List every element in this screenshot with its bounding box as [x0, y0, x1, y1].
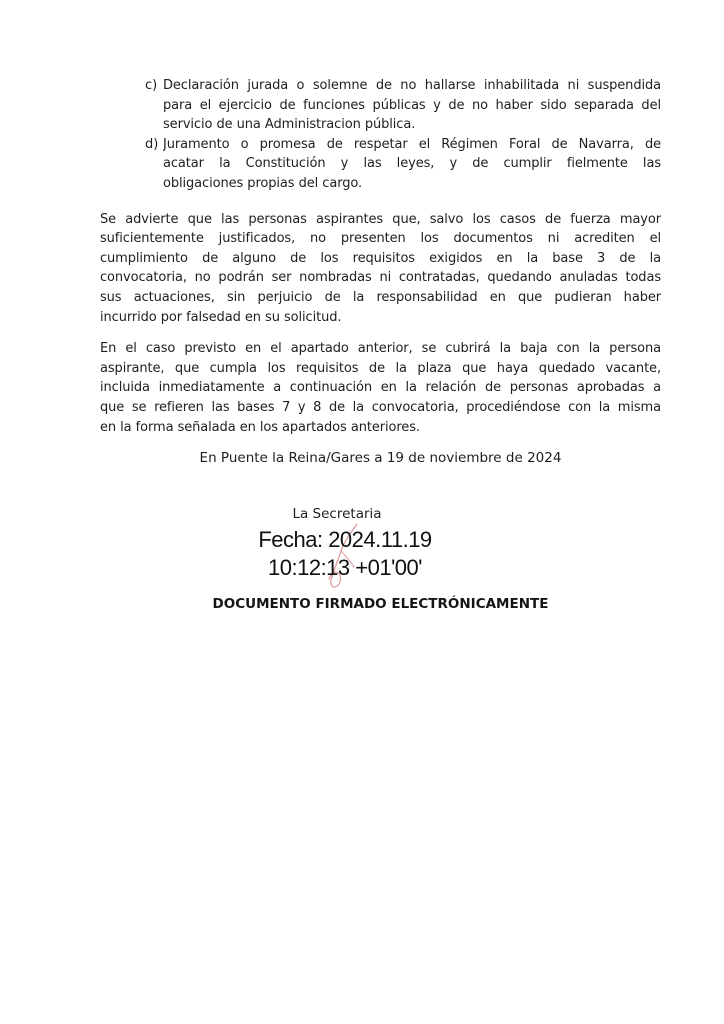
list-line: Juramento o promesa de respetar el Régimen Foral de Navarra, de: [163, 136, 661, 152]
requirements-list: [100, 76, 661, 194]
paragraph-line: aspirante, que cumpla los requisitos de la plaza que haya quedado vacante,: [100, 360, 661, 376]
list-line: obligaciones propias del cargo.: [163, 175, 363, 191]
signature-stamp-date: Fecha: 2024.11.19: [258, 527, 432, 553]
list-marker: c): [145, 78, 158, 93]
list-line: para el ejercicio de funciones públicas y de no haber sido separada del: [163, 97, 661, 113]
signature-stamp-time: 10:12:13 +01'00': [268, 555, 422, 581]
list-line: acatar la Constitución y las leyes, y de cumplir fielmente las: [163, 156, 661, 172]
body-paragraph-2: [100, 339, 661, 437]
body-paragraph-1: [100, 210, 661, 328]
list-item-text: [163, 135, 661, 194]
date-place-line: En Puente la Reina/Gares a 19 de noviembre de 2024: [199, 450, 562, 467]
paragraph-line: incurrido por falsedad en su solicitud.: [100, 309, 342, 325]
paragraph-line: incluida inmediatamente a continuación en la relación de personas aprobadas a: [100, 380, 661, 396]
list-item-c: [145, 76, 661, 135]
paragraph-line: Se advierte que las personas aspirantes que, salvo los casos de fuerza mayor: [100, 211, 661, 227]
list-line: servicio de una Administracion pública.: [163, 117, 416, 133]
list-line: Declaración jurada o solemne de no hallarse inhabilitada ni suspendida: [163, 78, 661, 93]
paragraph-line: que se refieren las bases 7 y 8 de la convocatoria, procediéndose con la misma: [100, 399, 661, 415]
list-item-d: [145, 135, 661, 194]
footer-statement: DOCUMENTO FIRMADO ELECTRÓNICAMENTE: [212, 596, 549, 613]
paragraph-line: suficientemente justificados, no presenten los documentos ni acrediten el: [100, 231, 661, 247]
paragraph-line: en la forma señalada en los apartados anteriores.: [100, 419, 420, 435]
signature-block: [165, 505, 525, 583]
signer-role: La Secretaria: [292, 505, 382, 522]
paragraph-line: convocatoria, no podrán ser nombradas ni contratadas, quedando anuladas todas: [100, 270, 661, 286]
paragraph-line: sus actuaciones, sin perjuicio de la responsabilidad en que pudieran haber: [100, 289, 661, 305]
signature-stamp: [165, 526, 525, 582]
paragraph-line: En el caso previsto en el apartado anterior, se cubrirá la baja con la persona: [100, 341, 661, 357]
list-marker: d): [145, 136, 159, 152]
document-content: [100, 76, 661, 615]
paragraph-line: cumplimiento de alguno de los requisitos exigidos en la base 3 de la: [100, 250, 661, 266]
list-item-text: [163, 76, 661, 135]
